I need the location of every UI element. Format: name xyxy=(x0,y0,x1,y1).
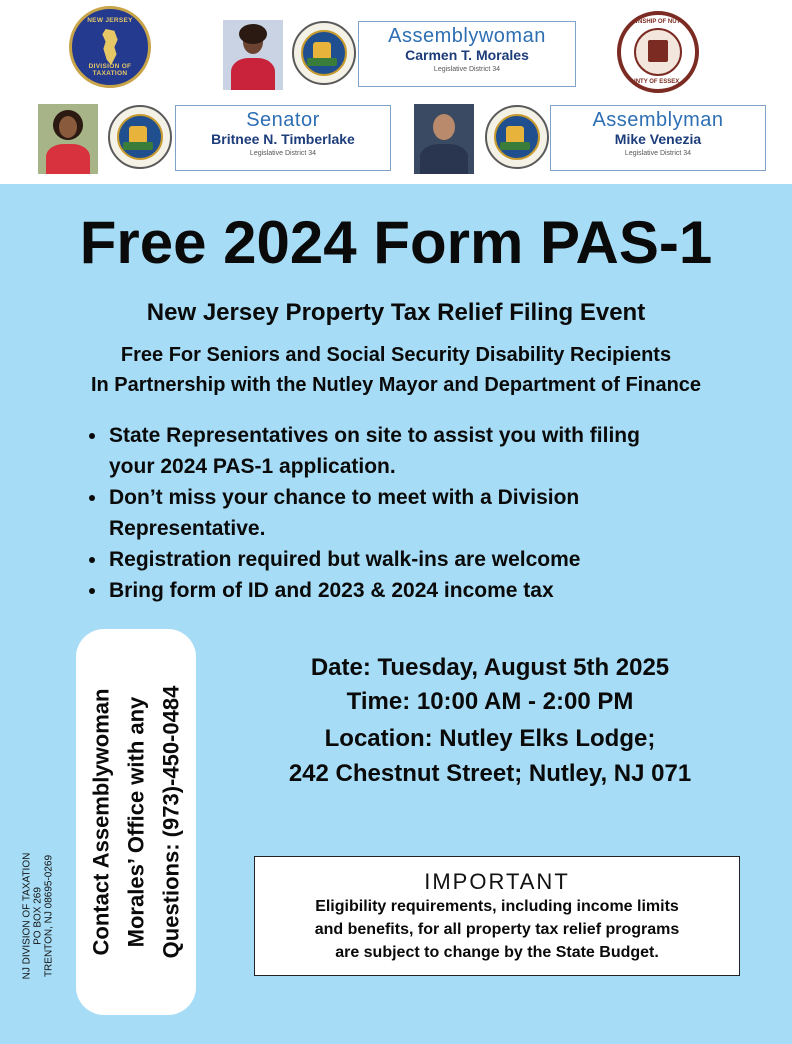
list-item xyxy=(86,544,746,575)
contact-phone: Questions: (973)-450-0484 xyxy=(158,685,184,959)
bullet-text: Representative. xyxy=(109,517,266,540)
official-photo-timberlake xyxy=(38,104,98,174)
contact-line: Contact Assemblywoman xyxy=(88,688,114,956)
address-line: PO BOX 269 xyxy=(32,887,44,945)
seal-top-text: TOWNSHIP OF NUTLEY xyxy=(624,19,692,25)
important-notice xyxy=(254,856,740,976)
contact-text xyxy=(84,642,189,1002)
bullet-text: State Representatives on site to assist you with filing xyxy=(109,424,640,447)
bullet-icon xyxy=(89,495,95,501)
important-body xyxy=(255,895,739,964)
list-item xyxy=(86,575,746,606)
bullet-icon xyxy=(89,588,95,594)
nj-state-seal xyxy=(292,21,356,85)
official-district: Legislative District 34 xyxy=(433,66,501,73)
list-item xyxy=(86,420,746,482)
official-photo-morales xyxy=(223,20,283,90)
header-band xyxy=(0,0,792,184)
seal-top-text: NEW JERSEY xyxy=(87,17,133,24)
official-district: Legislative District 34 xyxy=(624,150,692,157)
contact-line: Morales’ Office with any xyxy=(123,696,149,948)
nj-state-seal xyxy=(108,105,172,169)
notice-line: Eligibility requirements, including income limits xyxy=(315,898,679,915)
tagline-eligibility: Free For Seniors and Social Security Disability Recipients xyxy=(120,344,672,366)
bullet-text: your 2024 PAS-1 application. xyxy=(109,455,396,478)
namecard-timberlake xyxy=(175,105,391,171)
official-photo-venezia xyxy=(414,104,474,174)
new-jersey-map-icon xyxy=(99,29,121,65)
event-date: Date: Tuesday, August 5th 2025 xyxy=(310,654,670,681)
notice-line: are subject to change by the State Budget. xyxy=(335,944,659,961)
official-district: Legislative District 34 xyxy=(249,150,317,157)
tagline-partnership: In Partnership with the Nutley Mayor and Department of Finance xyxy=(90,374,702,396)
namecard-morales xyxy=(358,21,576,87)
bullet-text: Don’t miss your chance to meet with a Division xyxy=(109,486,580,509)
official-role: Assemblyman xyxy=(592,109,724,131)
bullet-icon xyxy=(89,557,95,563)
notice-line: and benefits, for all property tax relief programs xyxy=(314,921,680,938)
seal-bottom-text: COUNTY OF ESSEX, N.J. xyxy=(622,79,694,85)
official-name: Britnee N. Timberlake xyxy=(211,131,355,147)
official-role: Senator xyxy=(246,109,320,131)
nj-state-seal xyxy=(485,105,549,169)
nj-division-of-taxation-seal xyxy=(69,6,151,88)
event-details-list xyxy=(86,420,746,606)
township-of-nutley-seal xyxy=(617,11,699,93)
bullet-text: Registration required but walk-ins are welcome xyxy=(109,548,581,571)
bullet-text: Bring form of ID and 2023 & 2024 income tax xyxy=(109,579,554,602)
address-line: TRENTON, NJ 08695-0269 xyxy=(43,854,55,978)
important-heading: IMPORTANT xyxy=(424,869,570,894)
list-item xyxy=(86,482,746,544)
official-role: Assemblywoman xyxy=(388,25,546,47)
address-line: NJ DIVISION OF TAXATION xyxy=(21,852,33,980)
bullet-icon xyxy=(89,433,95,439)
official-name: Mike Venezia xyxy=(614,131,702,147)
event-address: 242 Chestnut Street; Nutley, NJ 071 xyxy=(288,760,692,787)
seal-bottom-text: DIVISION OF TAXATION xyxy=(88,63,132,77)
flyer-title: Free 2024 Form PAS-1 xyxy=(79,209,713,276)
flyer-subtitle: New Jersey Property Tax Relief Filing Event xyxy=(146,299,646,326)
official-name: Carmen T. Morales xyxy=(405,47,529,63)
event-time: Time: 10:00 AM - 2:00 PM xyxy=(346,688,634,715)
event-location: Location: Nutley Elks Lodge; xyxy=(324,725,656,752)
mailing-address xyxy=(22,846,55,986)
namecard-venezia xyxy=(550,105,766,171)
